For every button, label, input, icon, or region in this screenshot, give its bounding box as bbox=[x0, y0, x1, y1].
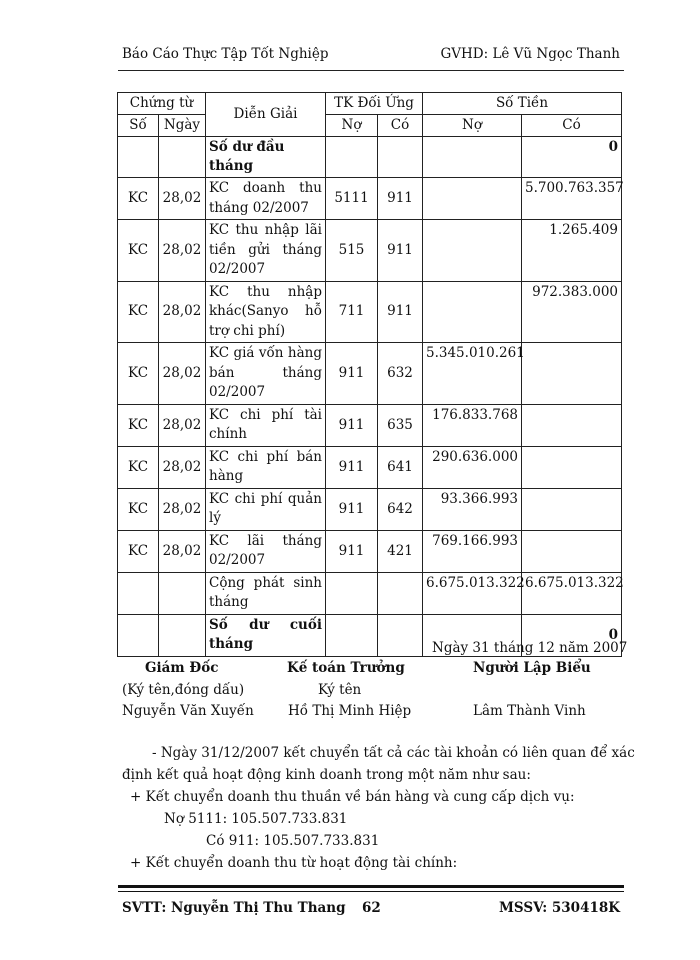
footer-rule bbox=[118, 885, 624, 892]
entry-credit-account: 632 bbox=[378, 343, 423, 405]
col-debit-acc: Nợ bbox=[326, 115, 378, 137]
entry-debit-amount: 176.833.768 bbox=[423, 404, 522, 446]
col-voucher: Chứng từ bbox=[118, 93, 206, 115]
entry-description: KC giá vốn hàng bán tháng 02/2007 bbox=[206, 343, 326, 405]
accountant-note: Ký tên bbox=[318, 682, 362, 698]
entry-debit-amount: 93.366.993 bbox=[423, 488, 522, 530]
page-number: 62 bbox=[362, 900, 381, 916]
entry-no: KC bbox=[118, 281, 159, 343]
entry-debit-account: 5111 bbox=[326, 178, 378, 220]
table-row bbox=[118, 178, 622, 220]
entry-debit-account: 911 bbox=[326, 404, 378, 446]
table-row bbox=[118, 281, 622, 343]
entry-debit-amount: 5.345.010.261 bbox=[423, 343, 522, 405]
total-credit: 6.675.013.322 bbox=[522, 572, 622, 614]
paragraph-line-1: - Ngày 31/12/2007 kết chuyển tất cả các tài khoản có liên quan để xác bbox=[152, 745, 635, 761]
header-rule bbox=[118, 70, 624, 71]
entry-debit-account: 515 bbox=[326, 220, 378, 282]
col-amount: Số Tiền bbox=[423, 93, 622, 115]
entry-description: KC thu nhập lãi tiền gửi tháng 02/2007 bbox=[206, 220, 326, 282]
entry-date: 28,02 bbox=[159, 530, 206, 572]
entry-date: 28,02 bbox=[159, 404, 206, 446]
paragraph-line-2: định kết quả hoạt động kinh doanh trong một năm như sau: bbox=[122, 767, 531, 783]
bullet-revenue: + Kết chuyển doanh thu thuần về bán hàng và cung cấp dịch vụ: bbox=[130, 789, 575, 805]
entry-description: KC chi phí bán hàng bbox=[206, 446, 326, 488]
entry-credit-account: 911 bbox=[378, 220, 423, 282]
entry-date: 28,02 bbox=[159, 281, 206, 343]
entry-no: KC bbox=[118, 220, 159, 282]
entry-debit-account: 711 bbox=[326, 281, 378, 343]
entry-credit: Có 911: 105.507.733.831 bbox=[206, 833, 380, 849]
report-date: Ngày 31 tháng 12 năm 2007 bbox=[432, 640, 628, 656]
col-no: Số bbox=[118, 115, 159, 137]
entry-credit-amount: 1.265.409 bbox=[522, 220, 622, 282]
table-row bbox=[118, 488, 622, 530]
entry-no: KC bbox=[118, 178, 159, 220]
table-row bbox=[118, 530, 622, 572]
col-account: TK Đối Ứng bbox=[326, 93, 423, 115]
opening-credit: 0 bbox=[522, 137, 622, 178]
entry-debit-amount: 769.166.993 bbox=[423, 530, 522, 572]
entry-credit-account: 911 bbox=[378, 281, 423, 343]
page-footer bbox=[122, 900, 620, 920]
entry-debit-account: 911 bbox=[326, 488, 378, 530]
entry-debit-account: 911 bbox=[326, 343, 378, 405]
entry-debit-account: 911 bbox=[326, 530, 378, 572]
entry-debit-amount: 290.636.000 bbox=[423, 446, 522, 488]
col-debit-amount: Nợ bbox=[423, 115, 522, 137]
entry-description: KC lãi tháng 02/2007 bbox=[206, 530, 326, 572]
director-title: Giám Đốc bbox=[145, 660, 219, 676]
advisor-name: GVHD: Lê Vũ Ngọc Thanh bbox=[440, 46, 620, 62]
entry-debit-amount bbox=[423, 178, 522, 220]
col-credit-amount: Có bbox=[522, 115, 622, 137]
total-debit: 6.675.013.322 bbox=[423, 572, 522, 614]
table-row bbox=[118, 446, 622, 488]
student-id: MSSV: 530418K bbox=[498, 900, 620, 916]
entry-debit-amount bbox=[423, 220, 522, 282]
entry-debit-amount bbox=[423, 281, 522, 343]
col-description: Diễn Giải bbox=[206, 93, 326, 137]
entry-debit: Nợ 5111: 105.507.733.831 bbox=[164, 811, 348, 827]
preparer-name: Lâm Thành Vinh bbox=[473, 703, 586, 719]
entry-credit-account: 421 bbox=[378, 530, 423, 572]
student-name: SVTT: Nguyễn Thị Thu Thang bbox=[122, 900, 346, 916]
director-name: Nguyễn Văn Xuyến bbox=[122, 703, 254, 719]
total-label: Cộng phát sinh tháng bbox=[206, 572, 326, 614]
closing-credit: 0 bbox=[522, 614, 622, 656]
entry-date: 28,02 bbox=[159, 343, 206, 405]
entry-credit-account: 911 bbox=[378, 178, 423, 220]
closing-label: Số dư cuối tháng bbox=[206, 614, 326, 656]
entry-credit-amount bbox=[522, 343, 622, 405]
entry-credit-amount bbox=[522, 446, 622, 488]
table-row bbox=[118, 220, 622, 282]
entry-credit-account: 641 bbox=[378, 446, 423, 488]
total-row bbox=[118, 572, 622, 614]
opening-balance-row bbox=[118, 137, 622, 178]
entry-no: KC bbox=[118, 446, 159, 488]
entry-credit-amount bbox=[522, 488, 622, 530]
entry-no: KC bbox=[118, 404, 159, 446]
opening-label: Số dư đầu tháng bbox=[206, 137, 326, 178]
entry-description: KC chi phí quản lý bbox=[206, 488, 326, 530]
entry-no: KC bbox=[118, 488, 159, 530]
entry-no: KC bbox=[118, 343, 159, 405]
entry-credit-amount bbox=[522, 530, 622, 572]
entry-credit-amount bbox=[522, 404, 622, 446]
col-date: Ngày bbox=[159, 115, 206, 137]
entry-credit-amount: 5.700.763.357 bbox=[522, 178, 622, 220]
table-row bbox=[118, 404, 622, 446]
col-credit-acc: Có bbox=[378, 115, 423, 137]
entry-no: KC bbox=[118, 530, 159, 572]
ledger-table bbox=[117, 92, 622, 657]
accountant-title: Kế toán Trưởng bbox=[287, 660, 405, 676]
entry-credit-amount: 972.383.000 bbox=[522, 281, 622, 343]
director-note: (Ký tên,đóng dấu) bbox=[122, 682, 245, 698]
entry-description: KC doanh thu tháng 02/2007 bbox=[206, 178, 326, 220]
bullet-financial: + Kết chuyển doanh thu từ hoạt động tài chính: bbox=[130, 855, 458, 871]
entry-description: KC thu nhập khác(Sanyo hỗ trợ chi phí) bbox=[206, 281, 326, 343]
report-title: Báo Cáo Thực Tập Tốt Nghiệp bbox=[122, 46, 329, 62]
entry-credit-account: 642 bbox=[378, 488, 423, 530]
entry-date: 28,02 bbox=[159, 446, 206, 488]
page-header bbox=[122, 46, 620, 68]
entry-date: 28,02 bbox=[159, 220, 206, 282]
entry-description: KC chi phí tài chính bbox=[206, 404, 326, 446]
table-head-row-1 bbox=[118, 93, 622, 115]
table-head-row-2 bbox=[118, 115, 622, 137]
preparer-title: Người Lập Biểu bbox=[473, 660, 591, 676]
entry-debit-account: 911 bbox=[326, 446, 378, 488]
entry-date: 28,02 bbox=[159, 488, 206, 530]
entry-date: 28,02 bbox=[159, 178, 206, 220]
accountant-name: Hồ Thị Minh Hiệp bbox=[288, 703, 412, 719]
entry-credit-account: 635 bbox=[378, 404, 423, 446]
table-row bbox=[118, 343, 622, 405]
